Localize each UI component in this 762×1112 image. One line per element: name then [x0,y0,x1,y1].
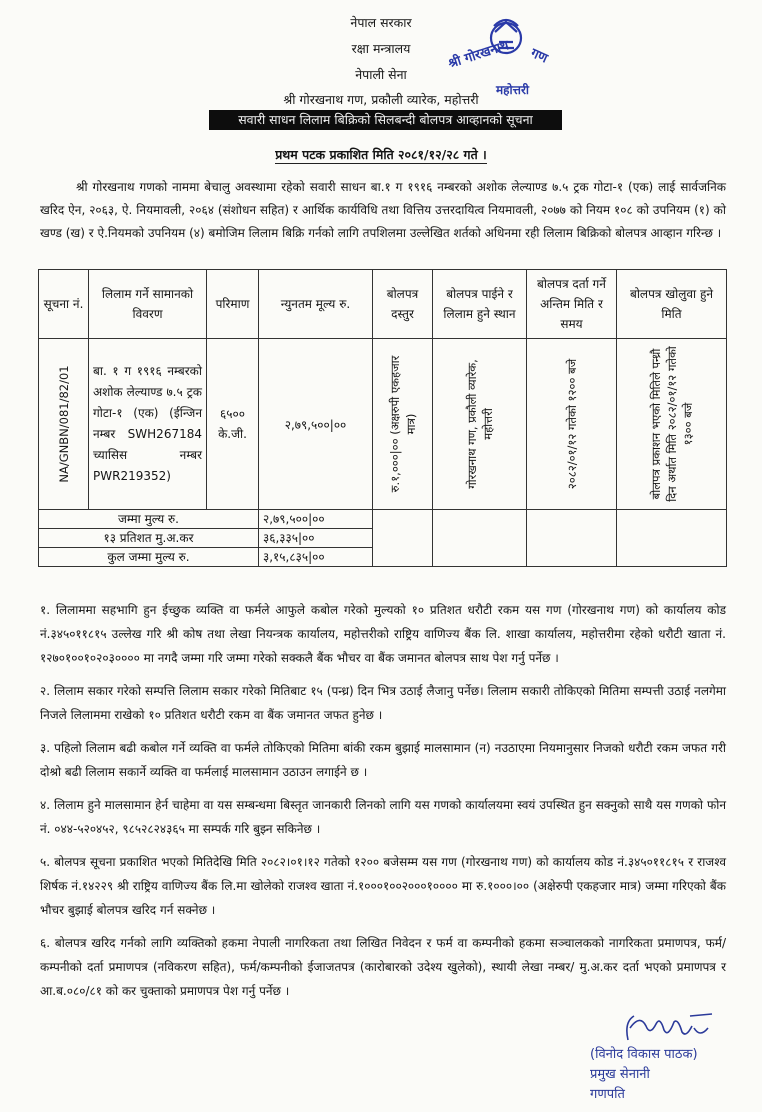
cell-fee [373,339,433,510]
header-unit: श्री गोरखनाथ गण, प्रकौली व्यारेक, महोत्तरी [283,92,479,107]
signatory-rank: प्रमुख सेनानी [590,1067,650,1082]
col-deadline: बोलपत्र दर्ता गर्ने अन्तिम मिति र समय [527,270,617,339]
col-opening: बोलपत्र खोलुवा हुने मिति [617,270,727,339]
col-notice-no: सूचना नं. [39,270,89,339]
col-place: बोलपत्र पाईने र लिलाम हुने स्थान [433,270,527,339]
published-date: प्रथम पटक प्रकाशित मिति २०८१/१२/२८ गते । [275,147,487,162]
grand-total-value: ३,१५,८३५|०० [259,548,373,567]
signatory-block [590,1045,698,1105]
empty-cell [433,510,527,567]
vat-label: १३ प्रतिशत मु.अ.कर [39,529,259,548]
table-row [39,339,727,510]
cell-opening [617,339,727,510]
condition-item: ५. बोलपत्र सूचना प्रकाशित भएको मितिदेखि मिति २०८२।०१।१२ गतेको १२०० बजेसम्म यस गण (गोरखनाथ गण) को कार्यालय कोड नं.३४५०११८१५ र राजश्व शिर्षक नं.१४२२९ श्री राष्ट्रिय वाणिज्य बैंक लि.मा खोलेको राजश्व खाता नं.१०००१००२०००१०००० मा रु.१०००।०० (अक्षेरुपी एकहजार मात्र) जम्मा गरिएको बैंक भौचर बुझाई बोलपत्र खरिद गर्न सक्नेछ । [40,855,726,917]
header-army: नेपाली सेना [355,67,407,82]
vat-value: ३६,३३५|०० [259,529,373,548]
grand-total-label: कुल जम्मा मुल्य रु. [39,548,259,567]
condition-item: २. लिलाम सकार गरेको सम्पत्ति लिलाम सकार गरेको मितिबाट १५ (पन्ध्र) दिन भित्र उठाई लैजानु पर्नेछ। लिलाम सकारी तोकिएको मितिमा सम्पत्ती उठाई नलगेमा निजले लिलाममा राखेको १० प्रतिशत धरौटी रकम वा बैंक जमानत जफत हुनेछ । [40,684,726,722]
table-total-row [39,510,727,529]
col-description: लिलाम गर्ने सामानको विवरण [89,270,207,339]
col-quantity: परिमाण [207,270,259,339]
svg-text:महोत्तरी: महोत्तरी [496,83,529,97]
handwritten-signature [620,1008,720,1050]
header-ministry: रक्षा मन्त्रालय [351,41,411,56]
auction-table [38,269,727,567]
signatory-name: (विनोद विकास पाठक) [590,1047,698,1062]
table-header-row [39,270,727,339]
signatory-unit: गणपति [590,1087,625,1102]
fee-text: रु.१,०००|०० (अक्षरुपी एकहजार मात्र) [387,355,418,493]
condition-item: ४. लिलाम हुने मालसामान हेर्न चाहेमा वा यस सम्बन्धमा बिस्तृत जानकारी लिनको लागि यस गणको कार्यालयमा स्वयं उपस्थित हुन सक्नुको साथै यस गणको फोन नं. ०४४-५२०४५२, ९८५२८२४३६५ मा सम्पर्क गरि बुझ्न सकिनेछ । [40,798,726,836]
total-value: २,७९,५००|०० [259,510,373,529]
cell-description: बा. १ ग १९१६ नम्बरको अशोक लेल्याण्ड ७.५ ट्रक गोटा-१ (एक) (ईन्जिन नम्बर SWH267184 च्यासिस नम्बर PWR219352) [89,339,207,510]
cell-deadline [527,339,617,510]
opening-text: बोलपत्र प्रकाशन भएको मितिले पन्ध्रौ दिन अर्थात मिति २०८२/०१/१२ गतेको १३०० बजे [648,346,695,502]
condition-item: ३. पहिलो लिलाम बढी कबोल गर्ने व्यक्ति वा फर्मले तोकिएको मितिमा बांकी रकम बुझाई मालसामान (न) नउठाएमा नियमानुसार निजको धरौटी रकम जफत गरी दोश्रो बढी लिलाम सकार्ने व्यक्ति वा फर्मलाई मालसामान उठाउन लगाईने छ । [40,741,726,779]
total-label: जम्मा मुल्य रु. [39,510,259,529]
place-text: गोरखनाथ गण, प्रकौली व्यारेक, महोत्तरी [464,359,495,489]
col-min-price: न्युनतम मूल्य रु. [259,270,373,339]
svg-text:गण: गण [528,45,550,67]
empty-cell [527,510,617,567]
empty-cell [373,510,433,567]
deadline-text: २०८२/०१/१२ गतेको १२०० बजे [564,358,579,490]
notice-no-text: NA/GNBN/081/82/01 [56,365,71,483]
header-government: नेपाल सरकार [350,15,412,30]
notice-banner: सवारी साधन लिलाम बिक्रिको सिलबन्दी बोलपत्र आव्हानको सूचना [209,110,562,130]
cell-place [433,339,527,510]
empty-cell [617,510,727,567]
intro-paragraph: श्री गोरखनाथ गणको नाममा बेचालु अवस्थामा रहेको सवारी साधन बा.१ ग १९१६ नम्बरको अशोक लेल्याण्ड ७.५ ट्रक गोटा-१ (एक) लाई सार्वजनिक खरिद ऐन, २०६३, ऐ. नियमावली, २०६४ (संशोधन सहित) र आर्थिक कार्यविधि तथा वित्तिय उत्तरदायित्व नियमावली, २०७७ को नियम १०८ को उपनियम (१) को खण्ड (ख) र ऐ.नियमको उपनियम (४) बमोजिम लिलाम बिक्रि गर्नको लागि तपशिलमा उल्लेखित शर्तको अधिनमा रही लिलाम बिक्रिको बोलपत्र आव्हान गरिन्छ । [40,180,726,240]
svg-text:श्री गोरखनाथ: श्री गोरखनाथ [446,38,511,72]
cell-quantity: ६५०० के.जी. [207,339,259,510]
cell-notice-no [39,339,89,510]
col-fee: बोलपत्र दस्तुर [373,270,433,339]
condition-item: १. लिलाममा सहभागि हुन ईच्छुक व्यक्ति वा फर्मले आफुले कबोल गरेको मुल्यको १० प्रतिशत धरौटी रकम यस गण (गोरखनाथ गण) को कार्यालय कोड नं.३४५०११८१५ उल्लेख गरि श्री कोष तथा लेखा नियन्त्रक कार्यालय, महोत्तरीको राष्ट्रिय वाणिज्य बैंक लि. शाखा कार्यालय, महोत्तरीमा रहेको धरौटी खाता नं. १२७०१००१०२०३०००० मा नगदै जम्मा गरि जम्मा गरेको सक्कलै बैंक भौचर वा बैंक जमानत बोलपत्र साथ पेश गर्नु पर्नेछ । [40,603,726,665]
condition-item: ६. बोलपत्र खरिद गर्नको लागि व्यक्तिको हकमा नेपाली नागरिकता तथा लिखित निवेदन र फर्म वा कम्पनीको हकमा सञ्चालकको नागरिकता प्रमाणपत्र, फर्म/कम्पनीको दर्ता प्रमाणपत्र (नविकरण सहित), फर्म/कम्पनीको ईजाजतपत्र (कारोबारको उदेश्य खुलेको), स्थायी लेखा नम्बर/ मु.अ.कर दर्ता भएको प्रमाणपत्र र आ.ब.०८०/८१ को कर चुक्ताको प्रमाणपत्र पेश गर्नु पर्नेछ । [40,936,726,998]
cell-min-price: २,७९,५००|०० [259,339,373,510]
conditions-list [40,598,726,1012]
army-unit-seal-icon [446,8,564,102]
